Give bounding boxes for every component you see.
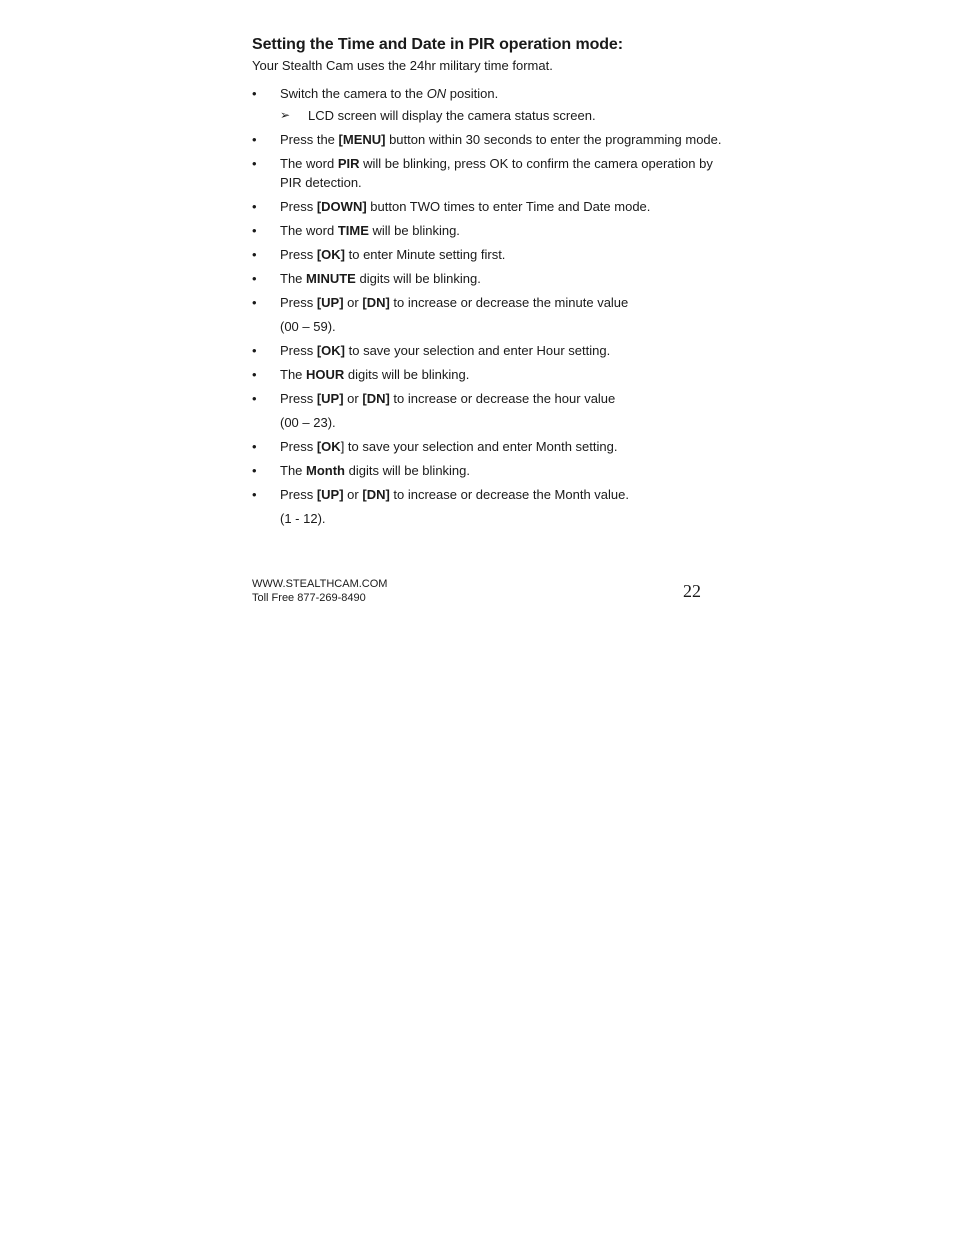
bullet-icon: • [252, 86, 257, 101]
step-item: • The word PIR will be blinking, press OK to confirm the camera operation by PIR detection. [252, 156, 713, 190]
step-item: • Press [OK] to save your selection and enter Hour setting. [252, 343, 611, 358]
page-footer [252, 578, 704, 608]
bullet-icon: • [252, 463, 257, 478]
bullet-icon: • [252, 391, 257, 406]
bullet-icon: • [252, 223, 257, 238]
step-item: • Press the [MENU] button within 30 seconds to enter the programming mode. [252, 132, 722, 147]
value-range: (1 - 12). [280, 511, 326, 526]
step-item: • Switch the camera to the ON position. ➢ LCD screen will display the camera status screen. [252, 84, 722, 125]
step-item: • Press [OK] to save your selection and enter Month setting. [252, 439, 618, 454]
website-url: WWW.STEALTHCAM.COM [252, 578, 388, 590]
step-item: • Press [OK] to enter Minute setting first. [252, 247, 506, 262]
page-number: 22 [683, 581, 701, 601]
bullet-icon: • [252, 295, 257, 310]
bullet-icon: • [252, 247, 257, 262]
toll-free-number: Toll Free 877-269-8490 [252, 592, 366, 604]
section-title: Setting the Time and Date in PIR operation mode: [252, 36, 623, 53]
bullet-icon: • [252, 271, 257, 286]
step-item: • The MINUTE digits will be blinking. [252, 271, 481, 286]
step-item: • The Month digits will be blinking. [252, 463, 471, 478]
value-range: (00 – 59). [280, 319, 336, 334]
arrow-bullet-icon: ➢ [280, 108, 291, 122]
manual-page [252, 34, 722, 533]
bullet-icon: • [252, 199, 257, 214]
bullet-icon: • [252, 439, 257, 454]
bullet-icon: • [252, 343, 257, 358]
step-item: • Press [DOWN] button TWO times to enter Time and Date mode. [252, 199, 651, 214]
sub-step: ➢ LCD screen will display the camera status screen. [280, 108, 596, 123]
bullet-icon: • [252, 132, 257, 147]
bullet-icon: • [252, 156, 257, 171]
step-item: • Press [UP] or [DN] to increase or decrease the Month value. (1 - 12). [252, 485, 722, 528]
section-intro: Your Stealth Cam uses the 24hr military time format. [252, 58, 553, 73]
bullet-icon: • [252, 367, 257, 382]
step-item: • Press [UP] or [DN] to increase or decrease the minute value (00 – 59). [252, 293, 722, 336]
step-item: • Press [UP] or [DN] to increase or decrease the hour value (00 – 23). [252, 389, 722, 432]
steps-list [252, 84, 722, 528]
value-range: (00 – 23). [280, 415, 336, 430]
step-item: • The word TIME will be blinking. [252, 223, 460, 238]
bullet-icon: • [252, 487, 257, 502]
step-item: • The HOUR digits will be blinking. [252, 367, 470, 382]
